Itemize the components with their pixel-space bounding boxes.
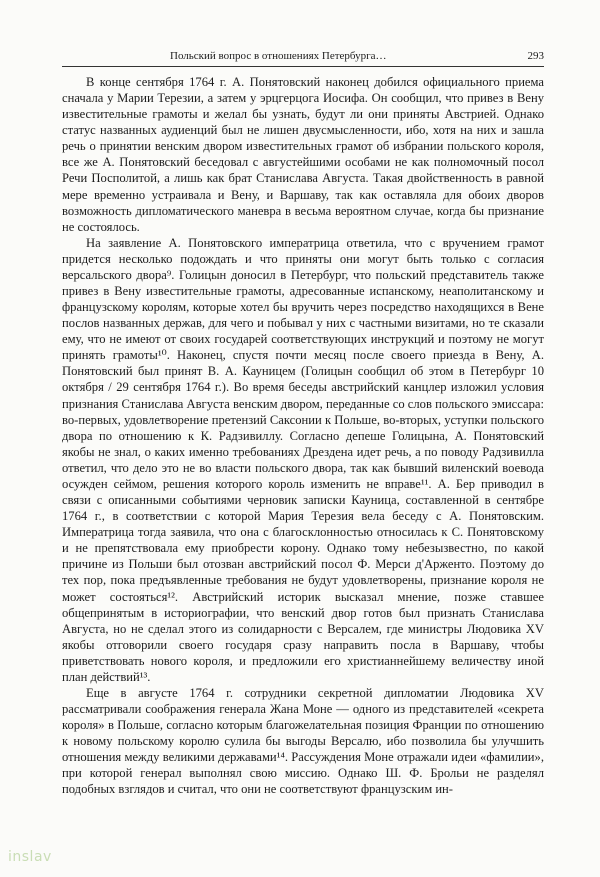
paragraph: В конце сентября 1764 г. А. Понятовский наконец добился официального приема сначала у Марии Терезии, а затем у эрцгерцога Иосифа. Он сообщил, что привез в Вену известительные грамоты и желал бы узнать, будут ли они приняты Австрией. Однако статус названных аудиенций был не лишен двусмысленности, ибо, хотя на них и зашла речь о принятии венским двором известительных грамот об избрании польского короля, все же А. Понятовский беседовал с августейшими особами не как полномочный посол Речи Посполитой, а лишь как брат Станислава Августа. Такая двойственность в равной мере временно устраивала и Вену, и Варшаву, так как оставляла для обоих дворов возможность дипломатического маневра в весьма вероятном случае, когда бы признание не состоялось. xyxy=(62,75,544,234)
watermark: inslav xyxy=(8,849,52,865)
page-number: 293 xyxy=(527,50,544,62)
page-header xyxy=(62,48,544,67)
paragraph: Еще в августе 1764 г. сотрудники секретной дипломатии Людовика XV рассматривали соображения генерала Жана Моне — одного из представителей «секрета короля» в Польше, согласно которым благожелательная позиция Франции по отношению к новому польскому королю сулила бы выгоды Версалю, ибо позволила бы улучшить отношения между великими державами¹⁴. Рассуждения Моне отражали идеи «фамилии», при которой генерал выполнял свою миссию. Однако Ш. Ф. Брольи не разделял подобных взглядов и считал, что они не соответствуют французским ин- xyxy=(62,685,544,797)
running-title: Польский вопрос в отношениях Петербурга… xyxy=(170,50,387,62)
body-text xyxy=(62,74,544,798)
paragraph: На заявление А. Понятовского императрица ответила, что с вручением грамот придется несколько подождать и что приняты они могут быть только с согласия версальского двора⁹. Голицын доносил в Петербург, что польский представитель также привез в Вену известительные грамоты, адресованные испанскому, неаполитанскому и французскому королям, которые хотел бы вручить через посредство находящихся в Вене послов названных держав, для чего и побывал у них с частными визитами, но те сказали ему, что не имеют от своих государей соответствующих инструкций и поэтому не могут принять грамоты¹⁰. Наконец, спустя почти месяц после своего приезда в Вену, А. Понятовский был принят В. А. Кауницем (Голицын сообщил об этом в Петербург 10 октября / 29 сентября 1764 г.). Во время беседы австрийский канцлер изложил условия признания Станислава Августа венским двором, переданные со слов польского эмиссара: во-первых, удовлетворение претензий Саксонии к Польше, во-вторых, уступки польского двора по отношению к К. Радзивиллу. Согласно депеше Голицына, А. Понятовский якобы не знал, о каких именно требованиях Дрездена идет речь, а по поводу Радзивилла ответил, что дело это не во власти польского двора, так как бывший виленский воевода осужден сеймом, решения которого король изменить не вправе¹¹. А. Бер приводил в связи с описанными событиями черновик записки Кауница, составленной в сентябре 1764 г., в соответствии с которой Мария Терезия вела беседу с А. Понятовским. Императрица тогда заявила, что она с благосклонностью относилась к С. Понятовскому и не препятствовала ему приобрести корону. Однако тому небезызвестно, по какой причине из Польши был отозван австрийский посол Ф. Мерси д'Арженто. Поэтому до тех пор, пока предъявленные требования не будут удовлетворены, признание короля не может состояться¹². Австрийский историк высказал мнение, позже ставшее общепринятым в историографии, что венский двор готов был признать Станислава Августа, но не сделал этого из солидарности с Версалем, где министры Людовика XV якобы отговорили своего государя сразу направить посла в Варшаву, чтобы приветствовать нового короля, и предложили его христианнейшему величеству иной план действий¹³. xyxy=(62,235,544,684)
